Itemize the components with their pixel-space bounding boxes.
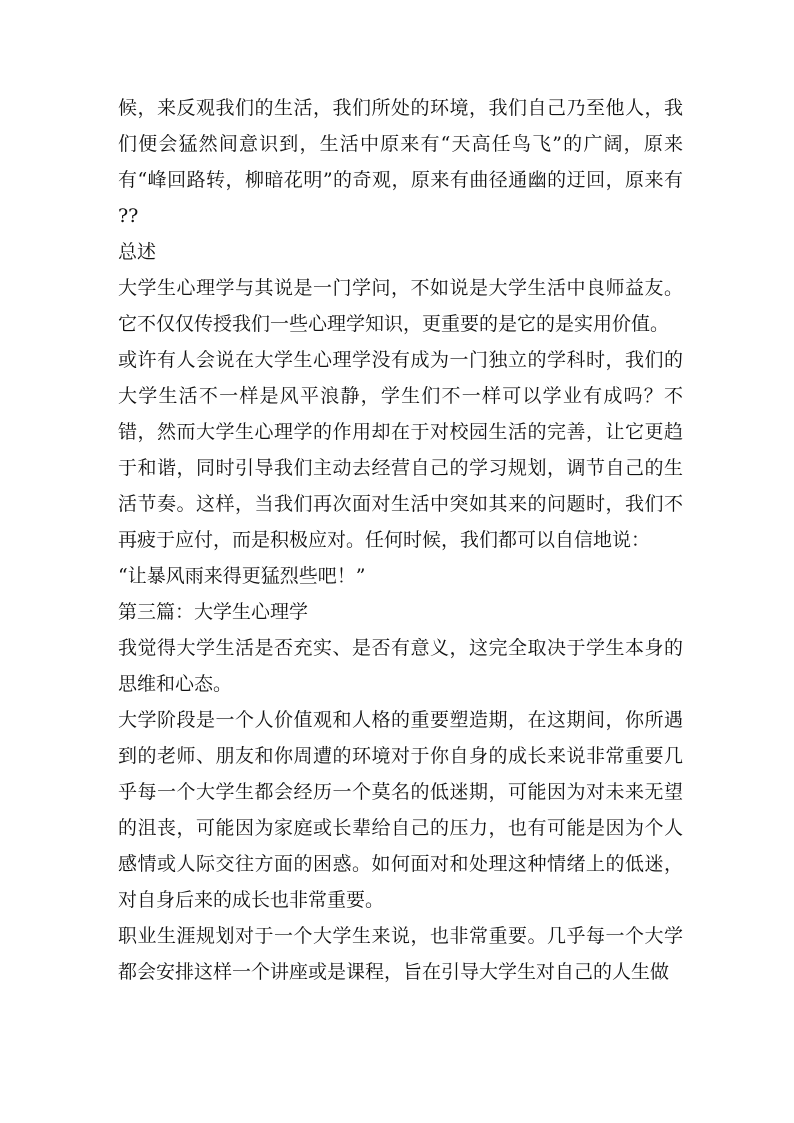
paragraph-university-stage: 大学阶段是一个人价值观和人格的重要塑造期，在这期间，你所遇到的老师、朋友和你周遭的环境对于你自身的成长来说非常重要几乎每一个大学生都会经历一个莫名的低迷期，可能因为对未来无望的沮丧，可能因为家庭或长辈给自己的压力，也有可能是因为个人感情或人际交往方面的困惑。如何面对和处理这种情绪上的低迷，对自身后来的成长也非常重要。 xyxy=(118,709,683,911)
paragraph-continuation: 候，来反观我们的生活，我们所处的环境，我们自己乃至他人，我们便会猛然间意识到，生活中原来有“天高任鸟飞”的广阔，原来有“峰回路转，柳暗花明”的奇观，原来有曲径通幽的迂回，原来有 ?? xyxy=(118,97,683,227)
paragraph-part-three-intro: 我觉得大学生活是否充实、是否有意义，这完全取决于学生本身的思维和心态。 xyxy=(118,637,683,695)
section-heading-summary: 总述 xyxy=(118,241,157,263)
paragraph-summary-intro: 大学生心理学与其说是一门学问，不如说是大学生活中良师益友。它不仅仅传授我们一些心理学知识，更重要的是它的是实用价值。 xyxy=(118,277,683,335)
section-heading-part-three: 第三篇：大学生心理学 xyxy=(118,601,309,623)
paragraph-career-planning: 职业生涯规划对于一个大学生来说，也非常重要。几乎每一个大学都会安排这样一个讲座或是课程，旨在引导大学生对自己的人生做 xyxy=(118,925,683,983)
document-body xyxy=(118,90,683,990)
paragraph-summary-body: 或许有人会说在大学生心理学没有成为一门独立的学科时，我们的大学生活不一样是风平浪静，学生们不一样可以学业有成吗？不错，然而大学生心理学的作用却在于对校园生活的完善，让它更趋于和谐，同时引导我们主动去经营自己的学习规划，调节自己的生活节奏。这样，当我们再次面对生活中突如其来的问题时，我们不再疲于应付，而是积极应对。任何时候，我们都可以自信地说： xyxy=(118,349,683,551)
quote-line: “让暴风雨来得更猛烈些吧！” xyxy=(118,565,366,587)
